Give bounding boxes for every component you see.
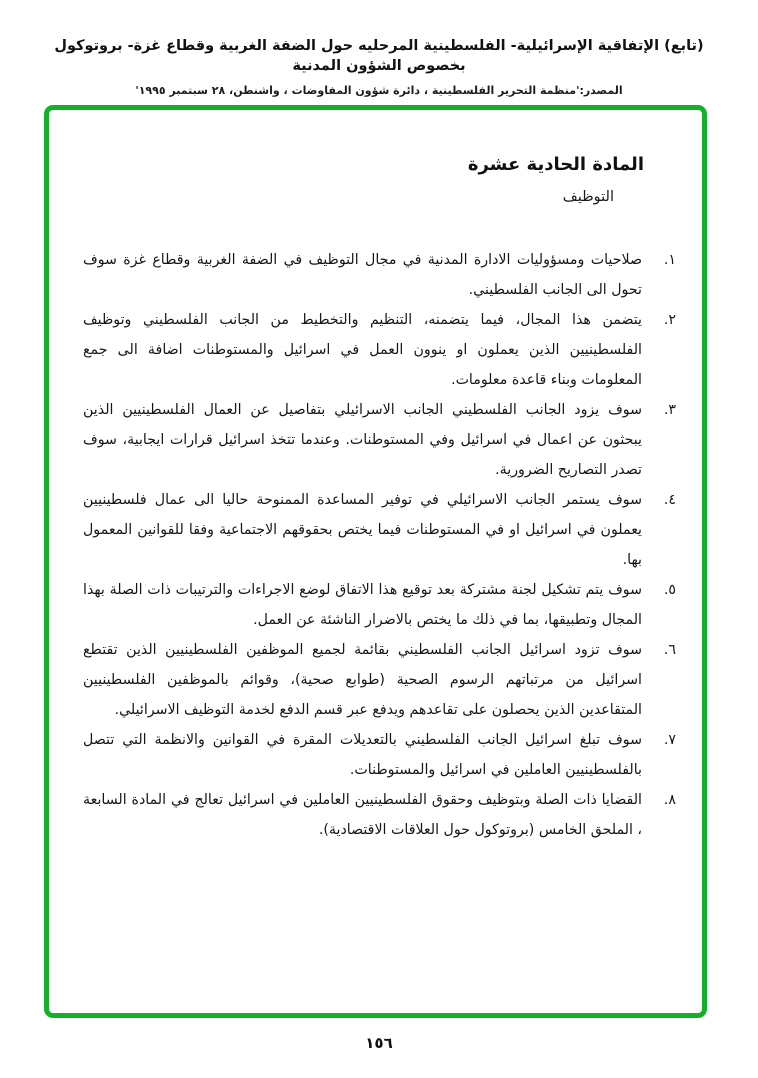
article-subtitle: التوظيف bbox=[562, 189, 614, 205]
document-content bbox=[49, 110, 702, 1013]
document-source-line: المصدر:'منظمة التحرير الفلسطينية ، دائرة شؤون المفاوضات ، واشنطن، ٢٨ سبتمبر ١٩٩٥' bbox=[135, 84, 623, 97]
clause-text: القضايا ذات الصلة وبتوظيف وحقوق الفلسطينيين العاملين في اسرائيل تعالج في المادة السابعة ، الملحق الخامس (بروتوكول حول العلاقات الاقتصادية). bbox=[83, 792, 642, 838]
clause-item bbox=[83, 785, 676, 845]
document-header bbox=[0, 36, 758, 98]
clause-text: يتضمن هذا المجال، فيما يتضمنه، التنظيم والتخطيط من الجانب الفلسطيني وتوظيف الفلسطينيين الذين يعملون او ينوون العمل في اسرائيل والمستوطنات اضافة الى جمع المعلومات وبناء قاعدة معلومات. bbox=[83, 312, 642, 388]
clause-text: سوف يتم تشكيل لجنة مشتركة بعد توقيع هذا الاتفاق لوضع الاجراءات والترتيبات ذات الصلة بهذا المجال وتطبيقها، بما في ذلك ما يختص بالاضرار الناشئة عن العمل. bbox=[83, 582, 642, 628]
clause-number: ٢. bbox=[663, 312, 676, 328]
clause-text: سوف يزود الجانب الفلسطيني الجانب الاسرائيلي بتفاصيل عن العمال الفلسطينيين الذين يبحثون عن اعمال في اسرائيل وفي المستوطنات. وعندما تتخذ اسرائيل قرارات ايجابية، سوف تصدر التصاريح الضرورية. bbox=[83, 402, 642, 478]
page-number: ١٥٦ bbox=[365, 1034, 393, 1052]
clause-number: ٦. bbox=[663, 642, 676, 658]
clause-number: ٤. bbox=[663, 492, 676, 508]
document-frame bbox=[44, 105, 707, 1018]
clause-item bbox=[83, 305, 676, 395]
clause-item bbox=[83, 725, 676, 785]
clause-text: سوف تبلغ اسرائيل الجانب الفلسطيني بالتعديلات المقرة في القوانين والانظمة التي تتصل بالفلسطينيين العاملين في اسرائيل والمستوطنات. bbox=[83, 732, 642, 778]
clause-item bbox=[83, 485, 676, 575]
clause-number: ٧. bbox=[663, 732, 676, 748]
clause-text: صلاحيات ومسؤوليات الادارة المدنية في مجال التوظيف في الضفة الغربية وقطاع غزة سوف تحول الى الجانب الفلسطيني. bbox=[83, 252, 642, 298]
clause-item bbox=[83, 575, 676, 635]
clause-text: سوف يستمر الجانب الاسرائيلي في توفير المساعدة الممنوحة حاليا الى عمال فلسطينيين يعملون في اسرائيل او في المستوطنات فيما يختص بحقوقهم الاجتماعية وفقا للقوانين المعمول بها. bbox=[83, 492, 642, 568]
article-title: المادة الحادية عشرة bbox=[467, 154, 644, 175]
clause-number: ١. bbox=[663, 252, 676, 268]
clause-item bbox=[83, 245, 676, 305]
document-header-title: (تابع) الإتفاقية الإسرائيلية- الفلسطينية المرحليه حول الضفة الغربية وقطاع غزة- بروتوكول بخصوص الشؤون المدنية bbox=[54, 38, 704, 74]
clause-text: سوف تزود اسرائيل الجانب الفلسطيني بقائمة لجميع الموظفين الفلسطينيين الذين تقتطع اسرائيل من مرتباتهم الرسوم الصحية (طوابع صحية)، وقوائم بالموظفين الفلسطينيين المتقاعدين الذين يحصلون على تقاعدهم ويدفع عبر قسم الدفع لخدمة التوظيف الاسرائيلي. bbox=[83, 642, 642, 718]
clause-number: ٨. bbox=[663, 792, 676, 808]
clause-list bbox=[49, 245, 702, 845]
clause-number: ٣. bbox=[663, 402, 676, 418]
clause-item bbox=[83, 395, 676, 485]
clause-number: ٥. bbox=[663, 582, 676, 598]
clause-item bbox=[83, 635, 676, 725]
